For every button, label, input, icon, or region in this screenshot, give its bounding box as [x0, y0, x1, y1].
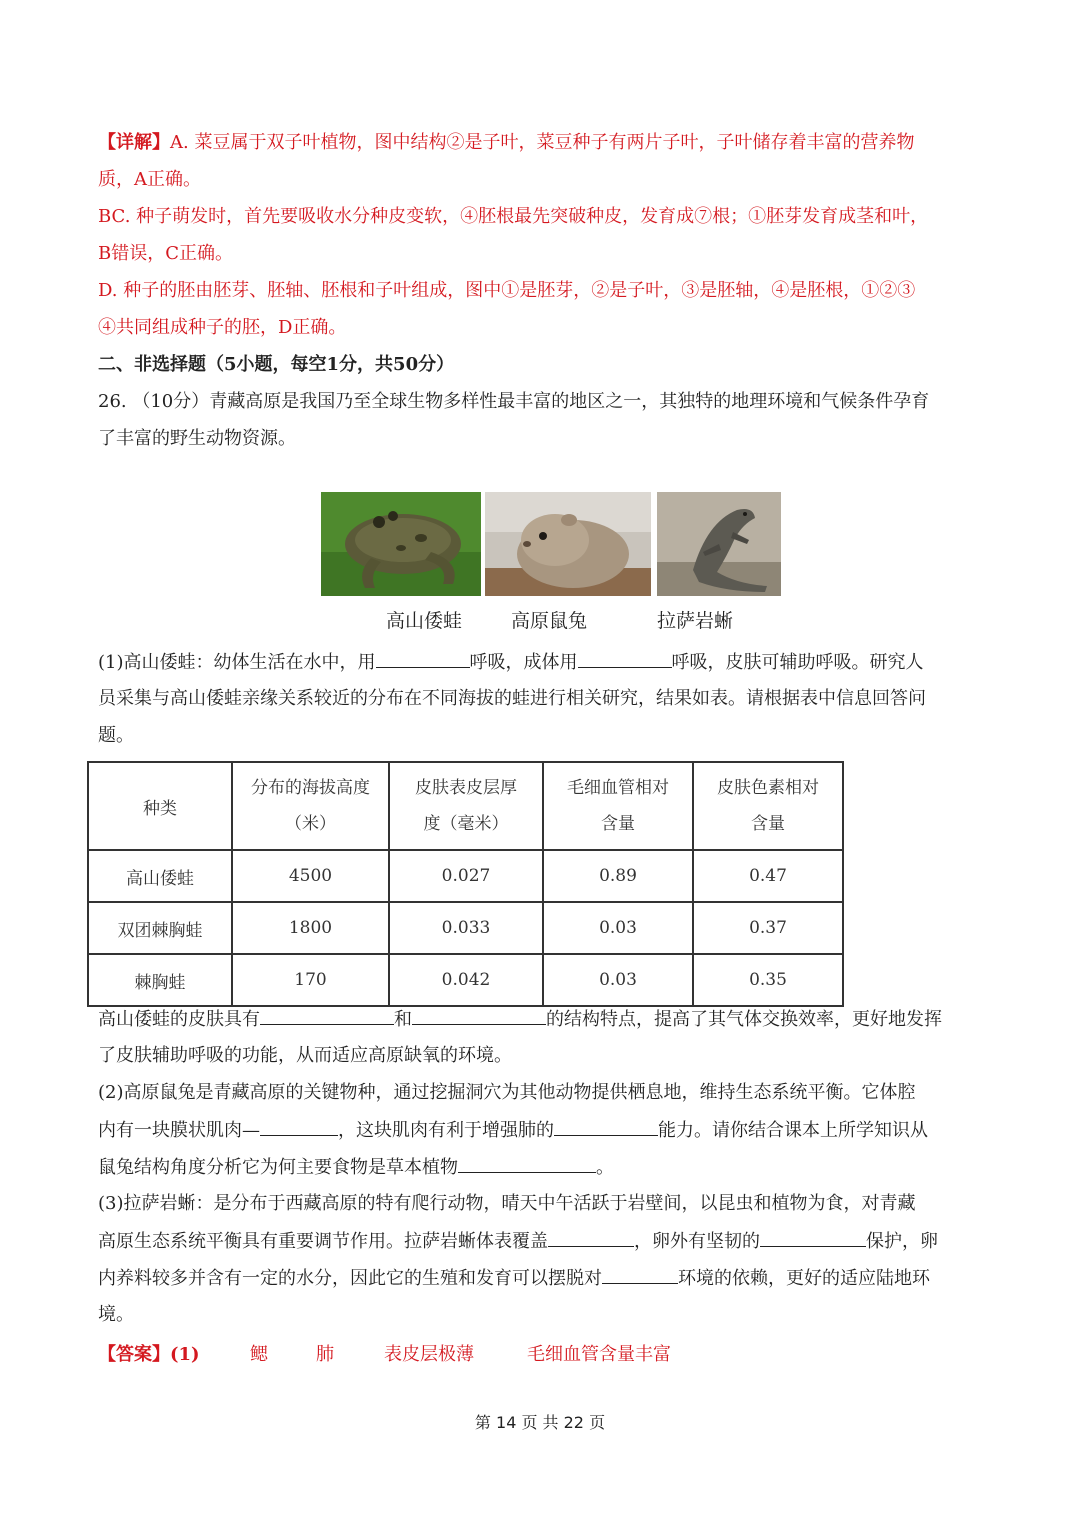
- table-cell: 棘胸蛙: [88, 954, 232, 1006]
- table-cell: 0.03: [543, 902, 693, 954]
- table-cell: 0.027: [389, 850, 543, 902]
- explanation-line-5: D. 种子的胚由胚芽、胚轴、胚根和子叶组成，图中①是胚芽，②是子叶，③是胚轴，④是胚根，①②③: [98, 280, 916, 301]
- answer-blank[interactable]: [458, 1154, 596, 1173]
- table-cell: 4500: [232, 850, 389, 902]
- frog-photo: [321, 492, 481, 596]
- q26-line-1: 26. （10分）青藏高原是我国乃至全球生物多样性最丰富的地区之一，其独特的地理环境和气候条件孕育: [98, 391, 930, 412]
- answer-blank[interactable]: [260, 1006, 394, 1025]
- table-row: [88, 902, 843, 954]
- q26-part3-line-4: 境。: [98, 1304, 134, 1325]
- explanation-label: 【详解】: [98, 132, 170, 153]
- explanation-line-3: BC. 种子萌发时，首先要吸收水分种皮变软，④胚根最先突破种皮，发育成⑦根；①胚芽发育成茎和叶，: [98, 206, 929, 227]
- pika-photo: [485, 492, 651, 596]
- caption-pika: 高原鼠兔: [511, 610, 588, 632]
- table-header-cell: 皮肤色素相对 含量: [693, 762, 843, 850]
- answer-blank[interactable]: [578, 649, 672, 668]
- page-footer: 第 14 页 共 22 页: [474, 1413, 606, 1432]
- answer-item: 鳃: [250, 1344, 268, 1365]
- q26-part1-line-3: 题。: [98, 725, 134, 746]
- table-header-cell: 种类: [88, 762, 232, 850]
- table-row: [88, 954, 843, 1006]
- q26-part2-line-2: 内有一块膜状肌肉— ，这块肌肉有利于增强肺的 能力。请你结合课本上所学知识从: [98, 1117, 928, 1144]
- table-cell: 双团棘胸蛙: [88, 902, 232, 954]
- q26-part3-line-2: 高原生态系统平衡具有重要调节作用。拉萨岩蜥体表覆盖 ，卵外有坚韧的 保护，卵: [98, 1228, 938, 1255]
- table-cell: 0.35: [693, 954, 843, 1006]
- table-cell: 170: [232, 954, 389, 1006]
- q26-part3-line-3: 内养料较多并含有一定的水分，因此它的生殖和发育可以摆脱对 环境的依赖，更好的适应陆地环: [98, 1265, 930, 1292]
- section-title: 二、非选择题（5小题，每空1分，共50分）: [98, 354, 455, 375]
- frog-data-table: [87, 761, 844, 1007]
- caption-frog: 高山倭蛙: [386, 610, 463, 632]
- explanation-text-1: A. 菜豆属于双子叶植物，图中结构②是子叶，菜豆种子有两片子叶，子叶储存着丰富的营养物: [170, 132, 915, 153]
- explanation-line-4: B错误，C正确。: [98, 243, 233, 264]
- table-cell: 0.042: [389, 954, 543, 1006]
- table-cell: 高山倭蛙: [88, 850, 232, 902]
- q26-part2-line-3: 鼠兔结构角度分析它为何主要食物是草本植物 。: [98, 1154, 614, 1181]
- table-header-cell: 毛细血管相对 含量: [543, 762, 693, 850]
- answer-item: 毛细血管含量丰富: [527, 1344, 671, 1365]
- q26-part1-after-line-2: 了皮肤辅助呼吸的功能，从而适应高原缺氧的环境。: [98, 1045, 512, 1066]
- table-row: [88, 850, 843, 902]
- table-cell: 0.89: [543, 850, 693, 902]
- table-cell: 1800: [232, 902, 389, 954]
- answer-blank[interactable]: [760, 1228, 866, 1247]
- table-cell: 0.03: [543, 954, 693, 1006]
- table-header-row: [88, 762, 843, 850]
- q26-line-2: 了丰富的野生动物资源。: [98, 428, 296, 449]
- explanation-line-6: ④共同组成种子的胚，D正确。: [98, 317, 347, 338]
- caption-lizard: 拉萨岩蜥: [657, 610, 734, 632]
- answer-blank[interactable]: [412, 1006, 546, 1025]
- table-cell: 0.37: [693, 902, 843, 954]
- answer-blank[interactable]: [260, 1117, 338, 1136]
- q26-part1-after-line-1: 高山倭蛙的皮肤具有 和 的结构特点，提高了其气体交换效率，更好地发挥: [98, 1006, 942, 1033]
- answer-blank[interactable]: [548, 1228, 634, 1247]
- answer-blank[interactable]: [376, 649, 470, 668]
- answer-blank[interactable]: [554, 1117, 658, 1136]
- answer-blank[interactable]: [602, 1265, 678, 1284]
- table-header-cell: 皮肤表皮层厚 度（毫米）: [389, 762, 543, 850]
- table-header-cell: 分布的海拔高度 （米）: [232, 762, 389, 850]
- answer-item: 表皮层极薄: [384, 1344, 474, 1365]
- q26-part3-line-1: (3)拉萨岩蜥：是分布于西藏高原的特有爬行动物，晴天中午活跃于岩壁间，以昆虫和植物为食，对青藏: [98, 1193, 916, 1214]
- answer-item: 肺: [316, 1344, 334, 1365]
- q26-part1-line-1: (1)高山倭蛙：幼体生活在水中，用 呼吸，成体用 呼吸，皮肤可辅助呼吸。研究人: [98, 649, 924, 676]
- q26-part1-line-2: 员采集与高山倭蛙亲缘关系较近的分布在不同海拔的蛙进行相关研究，结果如表。请根据表中信息回答问: [98, 688, 926, 709]
- q26-part2-line-1: (2)高原鼠兔是青藏高原的关键物种，通过挖掘洞穴为其他动物提供栖息地，维持生态系统平衡。它体腔: [98, 1082, 916, 1103]
- answer-label: 【答案】(1): [98, 1344, 200, 1365]
- table-cell: 0.47: [693, 850, 843, 902]
- explanation-line-1: [98, 130, 914, 156]
- table-cell: 0.033: [389, 902, 543, 954]
- lizard-photo: [657, 492, 781, 596]
- explanation-line-2: 质，A正确。: [98, 169, 201, 190]
